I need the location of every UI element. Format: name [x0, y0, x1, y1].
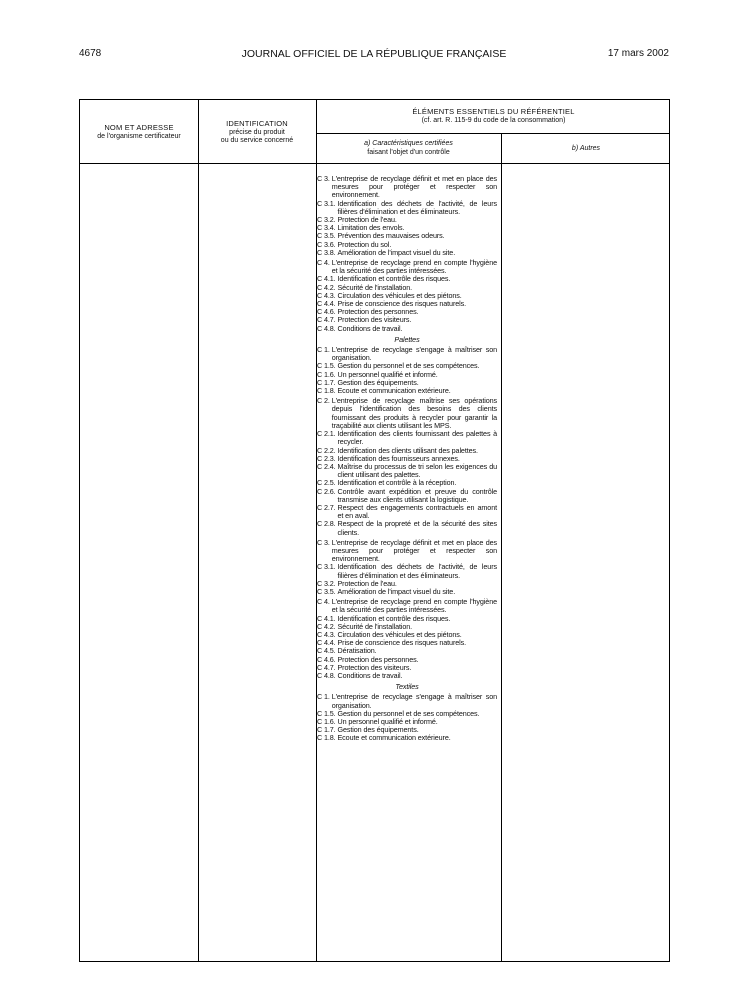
item-code: C 3.5.: [317, 231, 338, 241]
item-text: Gestion du personnel et de ses compétences.: [337, 361, 480, 371]
item-text: Circulation des véhicules et des piétons.: [337, 290, 462, 300]
item-text: L'entreprise de recyclage définit et met en place des mesures pour protéger et respecter son environnement.: [331, 537, 497, 564]
col2-title: IDENTIFICATION: [226, 119, 288, 128]
col1-title: NOM ET ADRESSE: [104, 123, 174, 132]
item-text: Ecoute et communication extérieure.: [337, 733, 451, 743]
item-text: Gestion du personnel et de ses compétences.: [337, 708, 480, 718]
item-code: C 1.: [317, 345, 332, 355]
list-item: [317, 734, 497, 742]
certified-characteristics-list: [317, 173, 497, 743]
col3b-label: b) Autres: [571, 145, 601, 152]
list-item: [317, 259, 497, 275]
list-item: [317, 200, 497, 216]
item-text: Limitation des envols.: [337, 223, 405, 233]
item-code: C 3.5.: [317, 586, 338, 596]
item-code: C 2.: [317, 396, 332, 406]
item-code: C 4.: [317, 597, 332, 607]
item-text: Protection de l'eau.: [337, 578, 397, 588]
item-text: Identification des déchets de l'activité, de leurs filières d'élimination et des éliminateurs.: [337, 562, 497, 580]
list-item: [317, 563, 497, 579]
item-text: Sécurité de l'installation.: [337, 621, 413, 631]
item-code: C 1.8.: [317, 386, 338, 396]
list-item: [317, 588, 497, 596]
section-heading: Palettes: [394, 334, 420, 344]
item-text: Identification des fournisseurs annexes.: [337, 453, 460, 463]
item-code: C 4.1.: [317, 613, 338, 623]
referentiel-table: [79, 99, 670, 962]
item-code: C 3.4.: [317, 223, 338, 233]
item-text: Sécurité de l'installation.: [337, 282, 413, 292]
item-text: Protection des personnes.: [337, 654, 419, 664]
section-heading: Textiles: [395, 682, 419, 692]
col3a-header: [316, 140, 501, 157]
item-code: C 4.6.: [317, 307, 338, 317]
list-item: [317, 397, 497, 430]
item-code: C 3.2.: [317, 215, 338, 225]
item-code: C 2.3.: [317, 453, 338, 463]
item-text: Identification des clients fournissant des palettes à recycler.: [337, 429, 497, 447]
column-divider: [501, 133, 502, 961]
list-item: [317, 463, 497, 479]
item-code: C 1.6.: [317, 369, 338, 379]
item-text: Identification et contrôle des risques.: [337, 613, 451, 623]
item-code: C 3.: [317, 174, 332, 183]
item-code: C 4.7.: [317, 662, 338, 672]
item-text: Identification et contrôle des risques.: [337, 274, 451, 284]
item-code: C 4.4.: [317, 299, 338, 309]
list-item: [317, 598, 497, 614]
item-code: C 2.1.: [317, 429, 338, 439]
list-item: [317, 539, 497, 564]
item-text: Maîtrise du processus de tri selon les exigences du client utilisant des palettes.: [337, 461, 497, 480]
item-code: C 2.7.: [317, 502, 338, 512]
list-item: [317, 520, 497, 536]
list-item: [317, 672, 497, 680]
item-text: Identification des déchets de l'activité, de leurs filières d'élimination et des éliminateurs.: [337, 198, 497, 216]
col3-header: [316, 108, 671, 125]
header-bottom-rule: [80, 163, 669, 164]
item-text: Circulation des véhicules et des piétons.: [337, 629, 462, 639]
item-text: Protection du sol.: [337, 239, 392, 249]
list-item: [317, 249, 497, 257]
item-text: L'entreprise de recyclage s'engage à maîtriser son organisation.: [331, 692, 497, 710]
item-code: C 2.4.: [317, 461, 338, 471]
item-code: C 1.5.: [317, 708, 338, 718]
item-code: C 1.7.: [317, 377, 338, 387]
item-code: C 3.2.: [317, 578, 338, 588]
item-text: Respect de la propreté et de la sécurité des sites clients.: [337, 519, 497, 537]
col3-subtitle: (cf. art. R. 115-9 du code de la consommation): [421, 116, 566, 124]
item-text: Ecoute et communication extérieure.: [337, 386, 451, 396]
item-text: Gestion des équipements.: [337, 377, 419, 387]
item-text: Un personnel qualifié et informé.: [337, 369, 438, 379]
item-text: Respect des engagements contractuels en amont et en aval.: [337, 502, 497, 521]
item-text: Conditions de travail.: [337, 323, 403, 333]
item-code: C 4.3.: [317, 629, 338, 639]
item-code: C 4.1.: [317, 274, 338, 284]
item-text: Amélioration de l'impact visuel du site.: [337, 247, 456, 257]
item-text: Dératisation.: [337, 646, 377, 656]
item-code: C 4.8.: [317, 670, 338, 680]
item-code: C 1.: [317, 692, 332, 702]
item-code: C 3.8.: [317, 247, 338, 257]
item-code: C 2.5.: [317, 478, 338, 488]
page-number: 4678: [79, 48, 102, 59]
item-text: Un personnel qualifié et informé.: [337, 717, 438, 726]
item-code: C 2.6.: [317, 486, 338, 496]
item-code: C 1.5.: [317, 361, 338, 371]
column-divider: [198, 100, 199, 961]
item-code: C 4.7.: [317, 315, 338, 325]
list-item: [317, 504, 497, 520]
col3a-line-1: a) Caractéristiques certifiées: [364, 140, 453, 147]
item-text: L'entreprise de recyclage définit et met en place des mesures pour protéger et respecter son environnement.: [331, 174, 497, 200]
item-text: Prise de conscience des risques naturels.: [337, 638, 467, 648]
col2-subtitle-1: précise du produit: [229, 128, 285, 136]
list-item: [317, 175, 497, 200]
item-code: C 4.2.: [317, 621, 338, 631]
item-text: Protection des visiteurs.: [337, 315, 412, 325]
item-text: L'entreprise de recyclage maîtrise ses opérations depuis l'identification des besoins des clients fournissant des produits à recycler pour garantir la traçabilité aux clients utilisant les MPS.: [331, 396, 497, 430]
item-text: Protection de l'eau.: [337, 215, 397, 225]
item-code: C 1.7.: [317, 725, 338, 735]
item-code: C 1.8.: [317, 733, 338, 743]
item-code: C 4.: [317, 258, 332, 268]
list-item: [317, 325, 497, 333]
item-code: C 4.6.: [317, 654, 338, 664]
col3-title: ÉLÉMENTS ESSENTIELS DU RÉFÉRENTIEL: [412, 107, 575, 116]
col1-subtitle: de l'organisme certificateur: [97, 132, 181, 140]
col2-subtitle-2: ou du service concerné: [220, 137, 294, 144]
item-text: Protection des personnes.: [337, 307, 419, 317]
item-code: C 3.1.: [317, 198, 338, 208]
item-text: Prise de conscience des risques naturels.: [337, 299, 467, 309]
col1-header: [80, 124, 198, 141]
col2-header: [198, 120, 316, 146]
item-code: C 4.2.: [317, 282, 338, 292]
item-code: C 1.6.: [317, 717, 338, 726]
list-item: [317, 488, 497, 504]
item-text: Identification des clients utilisant des palettes.: [337, 445, 478, 455]
item-code: C 3.6.: [317, 239, 338, 249]
journal-title: JOURNAL OFFICIEL DE LA RÉPUBLIQUE FRANÇAISE: [241, 48, 507, 60]
item-text: Conditions de travail.: [337, 670, 403, 680]
col3a-line-2: faisant l'objet d'un contrôle: [367, 148, 450, 156]
item-text: L'entreprise de recyclage prend en compte l'hygiène et la sécurité des parties intéressées.: [331, 597, 497, 615]
item-text: Contrôle avant expédition et preuve du contrôle transmise aux clients utilisant la logistique.: [337, 486, 497, 504]
list-item: [317, 387, 497, 395]
item-text: Gestion des équipements.: [337, 725, 419, 735]
item-code: C 4.8.: [317, 323, 338, 333]
item-code: C 4.4.: [317, 638, 338, 648]
item-text: Identification et contrôle à la réception.: [337, 478, 457, 488]
item-text: Prévention des mauvaises odeurs.: [337, 231, 445, 241]
item-text: Amélioration de l'impact visuel du site.: [337, 586, 456, 596]
item-code: C 4.5.: [317, 646, 338, 656]
item-text: L'entreprise de recyclage s'engage à maîtriser son organisation.: [331, 345, 497, 363]
col3b-header: [501, 145, 671, 154]
item-code: C 2.8.: [317, 519, 338, 529]
item-text: Protection des visiteurs.: [337, 662, 412, 672]
list-item: [317, 693, 497, 709]
item-text: L'entreprise de recyclage prend en compte l'hygiène et la sécurité des parties intéressées.: [331, 258, 497, 276]
list-item: [317, 430, 497, 446]
item-code: C 3.1.: [317, 562, 338, 572]
publication-date: 17 mars 2002: [607, 48, 669, 59]
list-item: [317, 346, 497, 362]
item-code: C 2.2.: [317, 445, 338, 455]
item-code: C 3.: [317, 537, 332, 547]
header-divider: [316, 133, 669, 134]
item-code: C 4.3.: [317, 290, 338, 300]
